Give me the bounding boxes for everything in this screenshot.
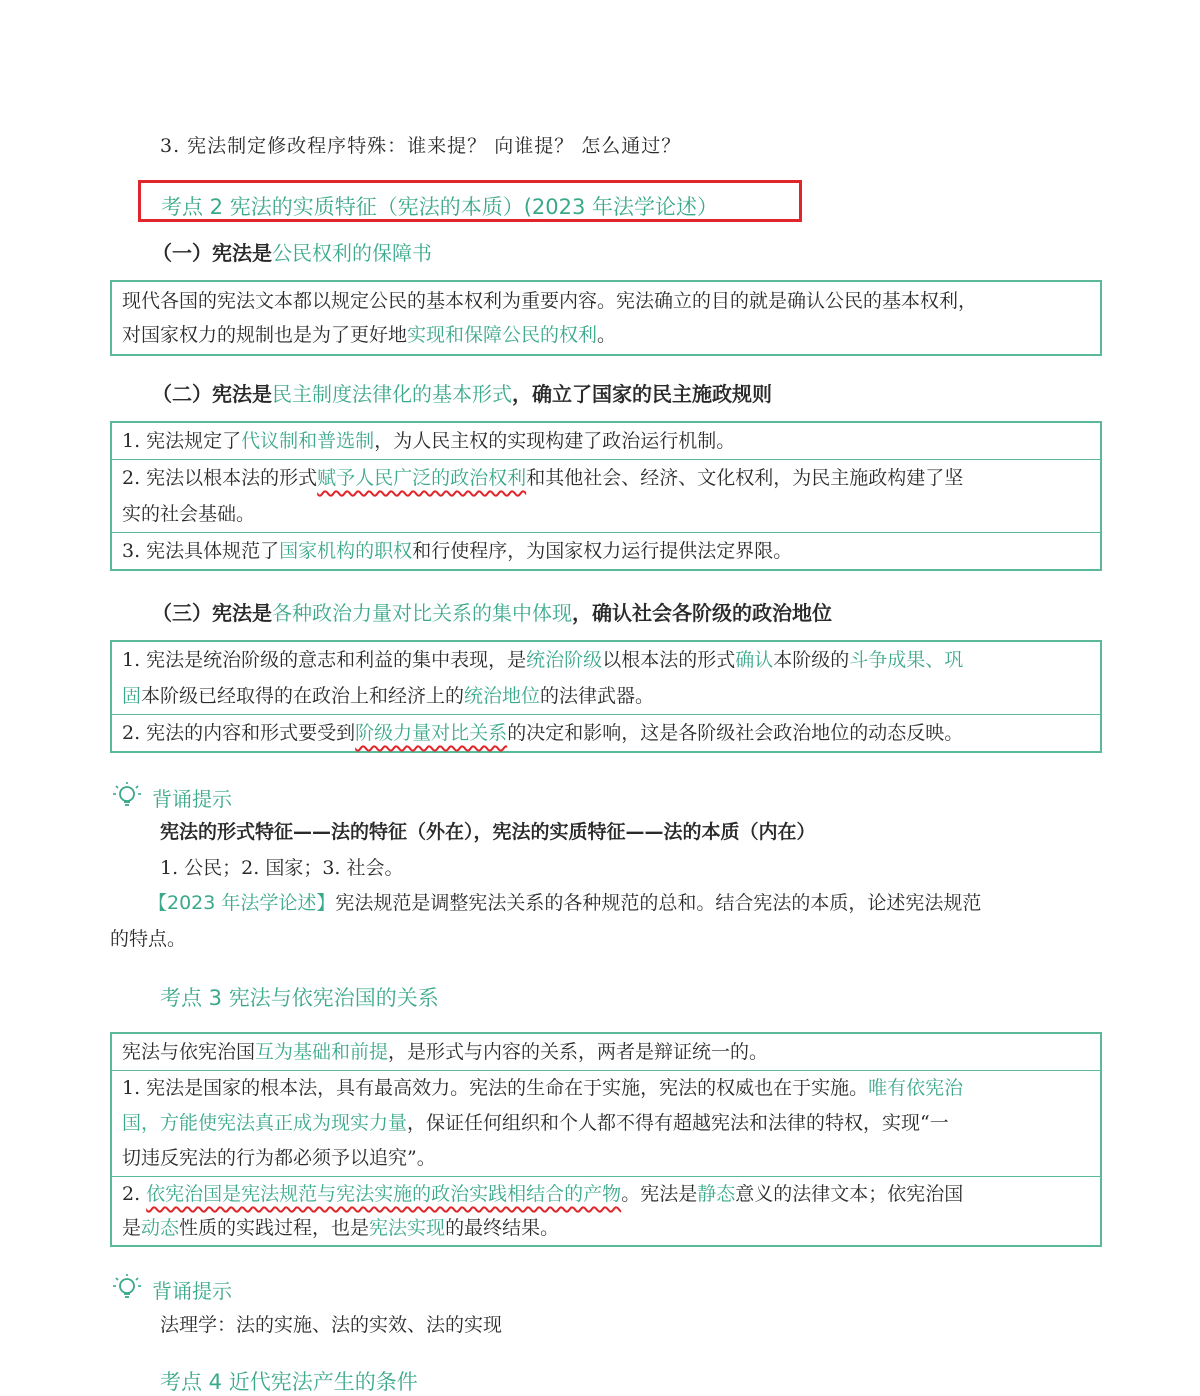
section-3-row-1: 1. 宪法是统治阶级的意志和利益的集中表现，是统治阶级以根本法的形式确认本阶级的斗争成果、巩 固本阶级已经取得的在政治上和经济上的统治地位的法律武器。: [122, 649, 964, 707]
section-1-line-1: 现代各国的宪法文本都以规定公民的基本权利为重要内容。宪法确立的目的就是确认公民的基本权利，: [122, 290, 978, 312]
section-2-highlight: 民主制度法律化的基本形式: [272, 382, 512, 406]
top-note: 3. 宪法制定修改程序特殊：谁来提？ 向谁提？ 怎么通过？: [160, 135, 682, 157]
section-1-highlight: 公民权利的保障书: [272, 241, 432, 265]
kd3-row-0: 宪法与依宪治国互为基础和前提，是形式与内容的关系，两者是辩证统一的。: [122, 1041, 769, 1063]
kd2-title: 考点 2 宪法的实质特征（宪法的本质）(2023 年法学论述）: [161, 195, 719, 219]
recite-tip-1-label: 背诵提示: [152, 787, 232, 811]
kd3-row-2-underlined: 依宪治国是宪法规范与宪法实施的政治实践相结合的产物: [146, 1183, 622, 1205]
section-1-box: [110, 280, 1102, 356]
section-2-box: [110, 421, 1102, 571]
kd3-row-2: 2. 依宪治国是宪法规范与宪法实施的政治实践相结合的产物。宪法是静态意义的法律文本；依宪治国 是动态性质的实践过程，也是宪法实现的最终结果。: [112, 1176, 1100, 1245]
recite-tip-2-label: 背诵提示: [152, 1279, 232, 1303]
section-3-row-2: 2. 宪法的内容和形式要受到阶级力量对比关系的决定和影响，这是各阶级社会政治地位的动态反映。: [112, 714, 1100, 751]
lightbulb-icon: [110, 781, 144, 811]
section-3-heading: （三）宪法是各种政治力量对比关系的集中体现，确认社会各阶级的政治地位: [152, 601, 832, 625]
section-1-line-2-highlight: 实现和保障公民的权利: [407, 324, 598, 346]
section-2-row-2-underlined: 赋予人民广泛的政治权利: [317, 467, 527, 489]
section-1-paragraph: [112, 282, 1100, 354]
tip-2-line-1: 法理学：法的实施、法的实效、法的实现: [160, 1314, 503, 1336]
section-3-row-2-underlined: 阶级力量对比关系: [355, 722, 508, 744]
kd3-box: [110, 1032, 1102, 1247]
kd4-title: 考点 4 近代宪法产生的条件: [160, 1370, 418, 1394]
section-3-box: [110, 640, 1102, 753]
lightbulb-icon: [110, 1273, 144, 1303]
section-1-line-2: 对国家权力的规制也是为了更好地实现和保障公民的权利。: [122, 324, 617, 346]
section-1-prefix: （一）宪法是: [152, 241, 272, 265]
tip-1-line-1: 宪法的形式特征——法的特征（外在），宪法的实质特征——法的本质（内在）: [160, 821, 816, 843]
tip-1-line-3: 【2023 年法学论述】宪法规范是调整宪法关系的各种规范的总和。结合宪法的本质，论述宪法规范: [148, 892, 982, 914]
kd3-title: 考点 3 宪法与依宪治国的关系: [160, 986, 439, 1010]
kd2-heading-box: [138, 180, 802, 222]
tip-1-line-2: 1. 公民；2. 国家；3. 社会。: [160, 857, 404, 879]
section-2-row-2: 2. 宪法以根本法的形式赋予人民广泛的政治权利和其他社会、经济、文化权利，为民主施政构建了坚 实的社会基础。: [112, 459, 1100, 532]
kd3-row-1: 1. 宪法是国家的根本法，具有最高效力。宪法的生命在于实施，宪法的权威也在于实施。唯有依宪治 国，方能使宪法真正成为现实力量，保证任何组织和个人都不得有超越宪法和法律的特权，实现“一 切违反宪法的行为都必须予以追究”。: [112, 1070, 1100, 1176]
section-2-row-3: 3. 宪法具体规范了国家机构的职权和行使程序，为国家权力运行提供法定界限。: [112, 532, 1100, 569]
tip-1-line-4: 的特点。: [110, 928, 187, 950]
section-1-heading: [152, 237, 432, 266]
tip-1-tag: 【2023 年法学论述】: [148, 892, 336, 914]
section-2-heading: （二）宪法是民主制度法律化的基本形式，确立了国家的民主施政规则: [152, 382, 772, 406]
section-2-row-1: 1. 宪法规定了代议制和普选制，为人民主权的实现构建了政治运行机制。: [122, 430, 736, 452]
section-3-highlight: 各种政治力量对比关系的集中体现: [272, 601, 572, 625]
